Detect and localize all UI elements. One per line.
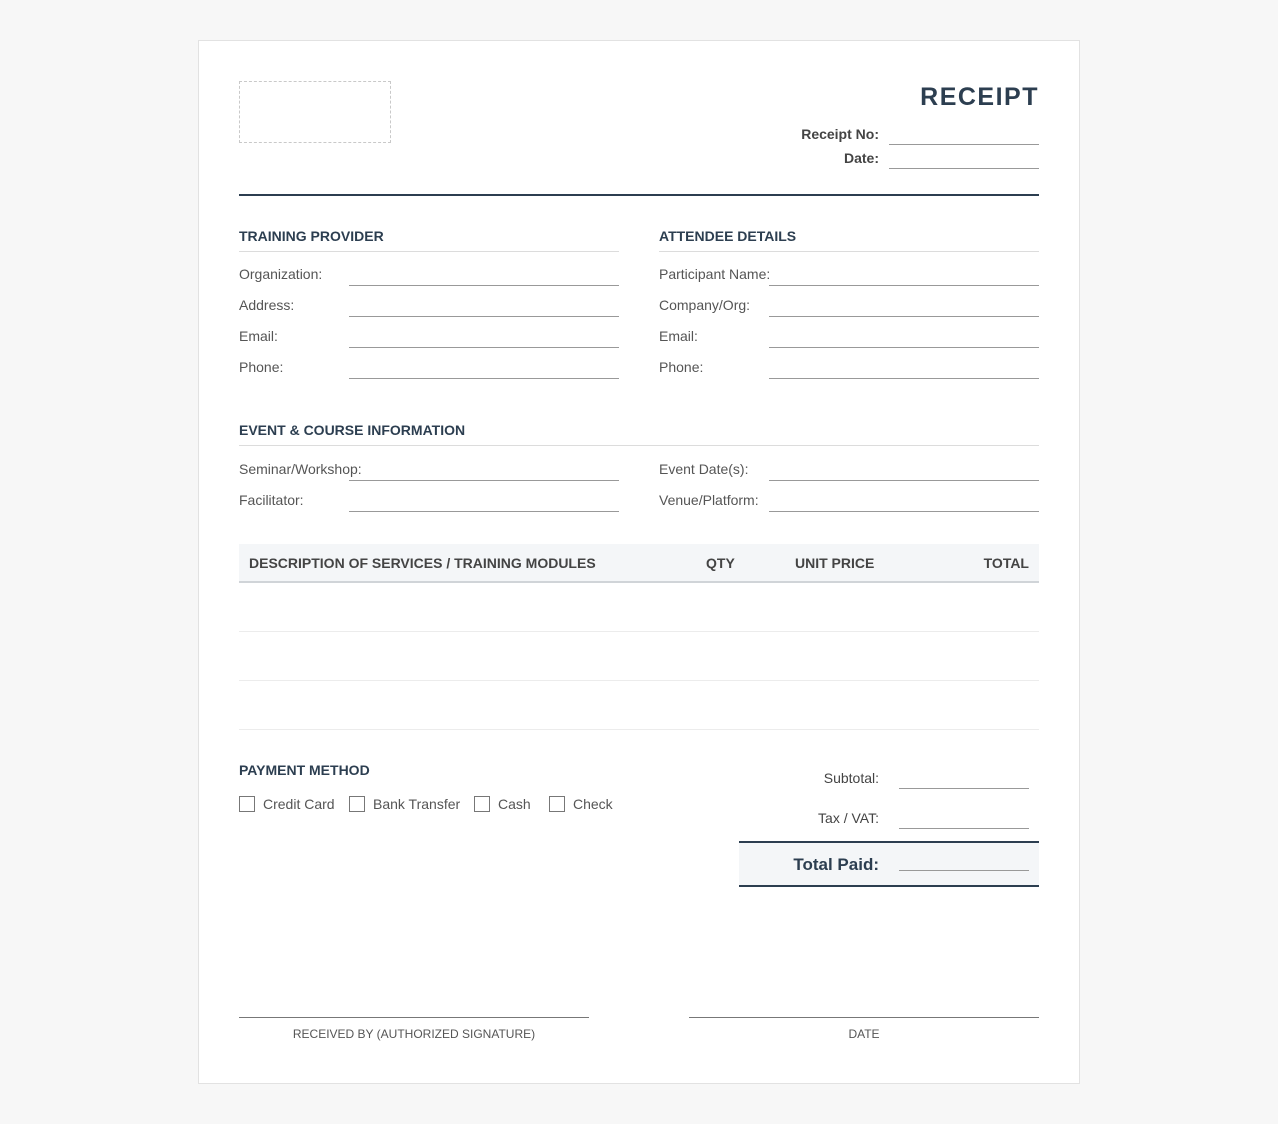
event-dates (659, 459, 1039, 481)
logo-placeholder (239, 81, 391, 143)
signature-date-line[interactable] (689, 1017, 1039, 1018)
attendee-phone-input[interactable] (769, 378, 1039, 379)
venue-input[interactable] (769, 511, 1039, 512)
subtotal-label: Subtotal: (823, 770, 879, 786)
signature-line[interactable] (239, 1017, 589, 1018)
receipt-title: RECEIPT (920, 83, 1039, 111)
event-facilitator (239, 490, 619, 512)
checkbox-label: Check (573, 796, 613, 812)
receipt-no-label: Receipt No: (801, 126, 879, 142)
received-by-label: RECEIVED BY (AUTHORIZED SIGNATURE) (292, 1027, 536, 1041)
attendee-company (659, 295, 1039, 317)
field-label: Facilitator: (239, 492, 304, 508)
attendee-heading: ATTENDEE DETAILS (659, 228, 1039, 252)
field-label: Event Date(s): (659, 461, 749, 477)
total-paid-field[interactable] (899, 870, 1029, 871)
total-paid-label: Total Paid: (793, 855, 879, 874)
participant-name-input[interactable] (769, 285, 1039, 286)
provider-email (239, 326, 619, 348)
attendee-email (659, 326, 1039, 348)
payment-heading: PAYMENT METHOD (239, 762, 370, 778)
field-label: Address: (239, 297, 295, 313)
field-label: Phone: (239, 359, 284, 375)
receipt-no-row (779, 125, 1039, 145)
event-venue (659, 490, 1039, 512)
column-description: DESCRIPTION OF SERVICES / TRAINING MODULES (249, 555, 596, 571)
provider-organization (239, 264, 619, 286)
date-label: Date: (843, 150, 879, 166)
provider-address (239, 295, 619, 317)
items-table-header (239, 544, 1039, 583)
organization-input[interactable] (349, 285, 619, 286)
date-field[interactable] (889, 168, 1039, 169)
signature-date-label: DATE (848, 1027, 880, 1041)
provider-email-input[interactable] (349, 347, 619, 348)
event-seminar (239, 459, 619, 481)
field-label: Organization: (239, 266, 323, 282)
field-label: Email: (659, 328, 698, 344)
attendee-name (659, 264, 1039, 286)
checkbox-label: Cash (498, 796, 531, 812)
subtotal-row (739, 767, 1039, 789)
checkbox[interactable] (239, 796, 255, 812)
checkbox[interactable] (474, 796, 490, 812)
event-heading: EVENT & COURSE INFORMATION (239, 422, 1039, 446)
total-paid-box (739, 841, 1039, 887)
provider-heading: TRAINING PROVIDER (239, 228, 619, 252)
date-row (779, 149, 1039, 169)
checkbox[interactable] (349, 796, 365, 812)
facilitator-input[interactable] (349, 511, 619, 512)
receipt-sheet (198, 40, 1080, 1084)
tax-row (739, 807, 1039, 829)
attendee-email-input[interactable] (769, 347, 1039, 348)
tax-label: Tax / VAT: (818, 810, 879, 826)
field-label: Venue/Platform: (659, 492, 759, 508)
header-divider (239, 194, 1039, 196)
event-dates-input[interactable] (769, 480, 1039, 481)
table-row[interactable] (239, 583, 1039, 632)
table-row[interactable] (239, 632, 1039, 681)
field-label: Seminar/Workshop: (239, 461, 362, 477)
subtotal-field[interactable] (899, 788, 1029, 789)
attendee-phone (659, 357, 1039, 379)
checkbox-label: Bank Transfer (373, 796, 461, 812)
provider-phone (239, 357, 619, 379)
field-label: Participant Name: (659, 266, 771, 282)
address-input[interactable] (349, 316, 619, 317)
checkbox[interactable] (549, 796, 565, 812)
column-qty: QTY (706, 555, 735, 571)
tax-field[interactable] (899, 828, 1029, 829)
column-total: TOTAL (983, 555, 1029, 571)
field-label: Phone: (659, 359, 704, 375)
receipt-no-field[interactable] (889, 144, 1039, 145)
company-input[interactable] (769, 316, 1039, 317)
provider-phone-input[interactable] (349, 378, 619, 379)
field-label: Company/Org: (659, 297, 751, 313)
checkbox-label: Credit Card (263, 796, 335, 812)
table-row[interactable] (239, 681, 1039, 730)
field-label: Email: (239, 328, 278, 344)
seminar-input[interactable] (349, 480, 619, 481)
column-unit-price: UNIT PRICE (795, 555, 875, 571)
